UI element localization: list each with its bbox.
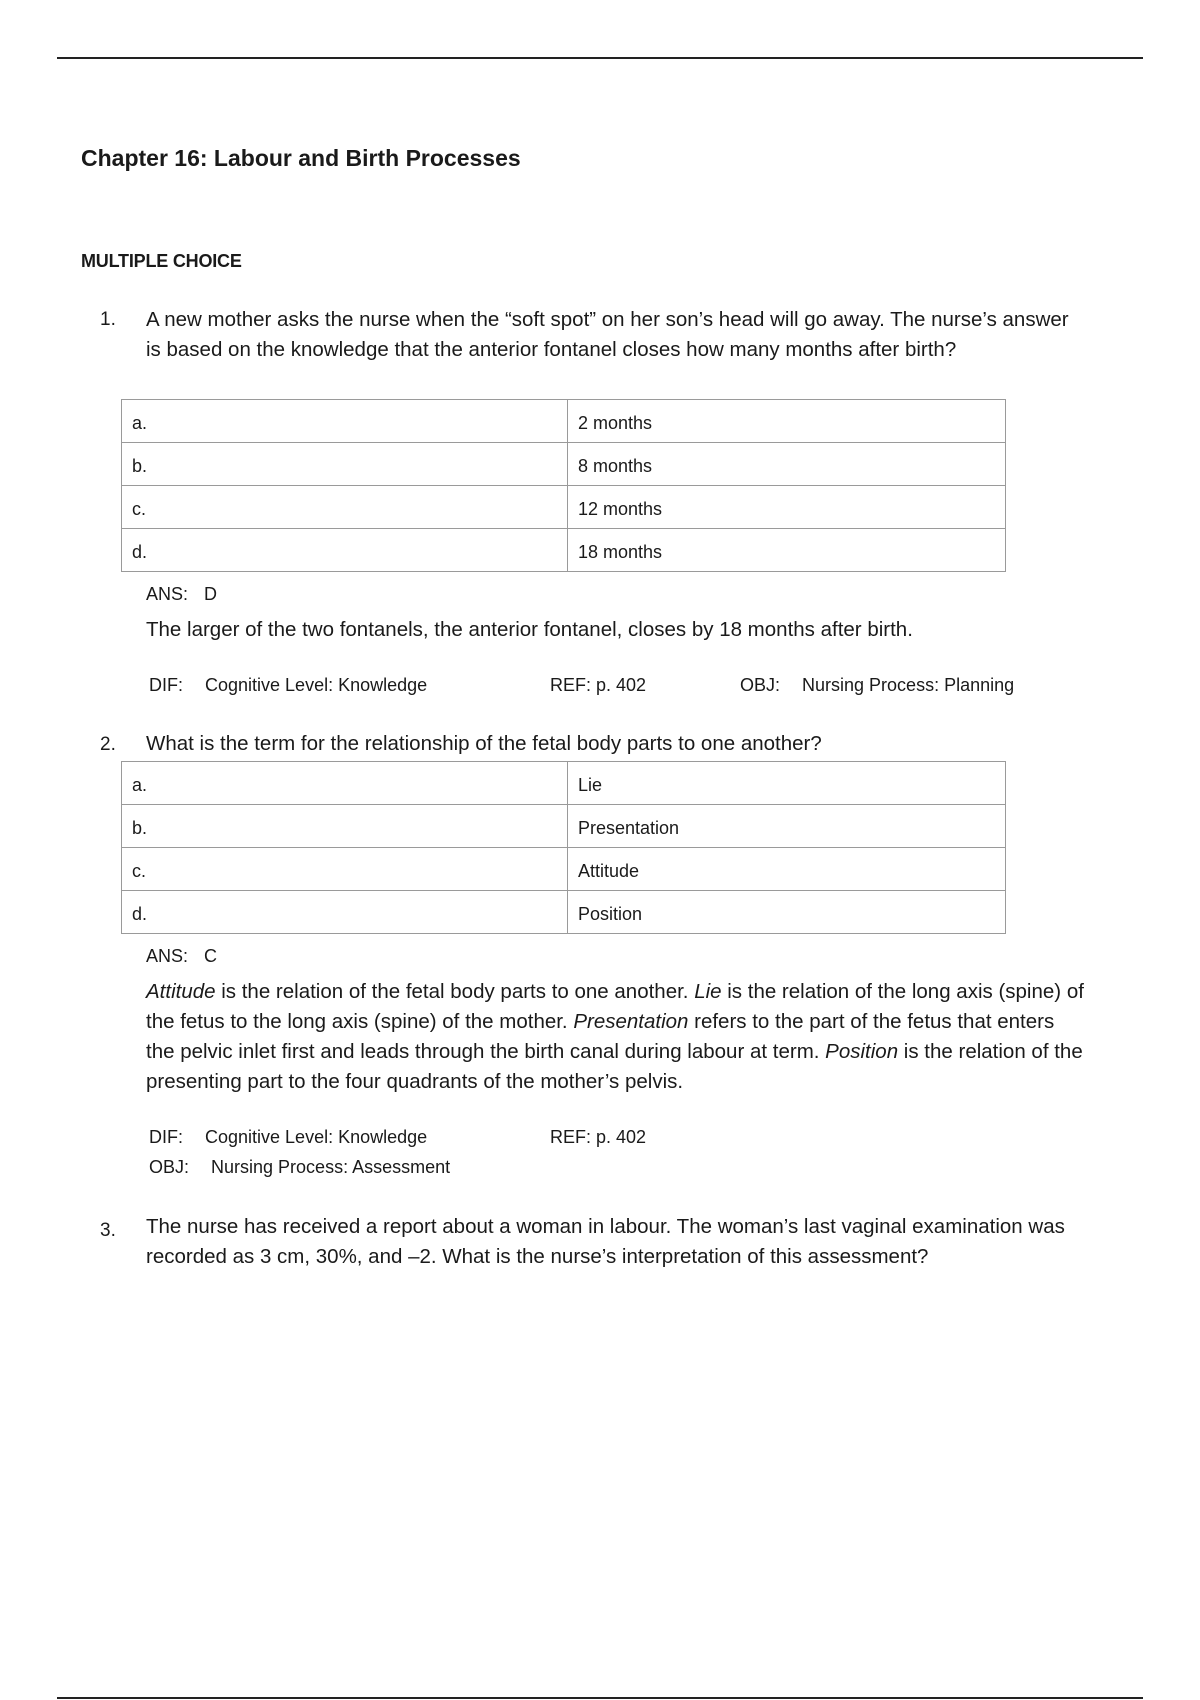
- obj-meta: [149, 1157, 450, 1178]
- ref-meta: REF: p. 402: [550, 1127, 647, 1147]
- question-stem: The nurse has received a report about a woman in labour. The woman’s last vaginal examination was recorded as 3 cm, 30%, and –2. What is the nurse’s interpretation of this assessment?: [146, 1215, 1065, 1268]
- option-letter: d.: [122, 529, 568, 572]
- rationale-text: is the relation of the fetal body parts to one another.: [215, 980, 695, 1003]
- rationale: The larger of the two fontanels, the anterior fontanel, closes by 18 months after birth.: [146, 618, 913, 641]
- option-text: Presentation: [568, 805, 1006, 848]
- obj-label: OBJ:: [740, 675, 781, 695]
- answer-label: ANS:: [146, 584, 189, 604]
- dif-value: Cognitive Level: Knowledge: [205, 1127, 428, 1147]
- question-number: 2.: [100, 734, 116, 755]
- top-rule: [57, 57, 1143, 59]
- option-letter: a.: [122, 400, 568, 443]
- term-attitude: Attitude: [146, 980, 216, 1003]
- option-row[interactable]: [122, 529, 1006, 572]
- dif-value: Cognitive Level: Knowledge: [205, 675, 428, 695]
- obj-value: Nursing Process: Assessment: [211, 1157, 451, 1177]
- dif-label: DIF:: [149, 675, 183, 695]
- chapter-title: Chapter 16: Labour and Birth Processes: [81, 145, 521, 171]
- question-stem: What is the term for the relationship of the fetal body parts to one another?: [146, 732, 822, 755]
- answer-value: D: [204, 584, 218, 604]
- ref-meta: REF: p. 402: [550, 675, 647, 695]
- term-presentation: Presentation: [573, 1010, 689, 1033]
- option-text: Position: [568, 891, 1006, 934]
- options-table: [121, 761, 1006, 934]
- question-number: 1.: [100, 309, 116, 330]
- option-row[interactable]: [122, 848, 1006, 891]
- answer-line: [146, 946, 217, 967]
- bottom-rule: [57, 1697, 1143, 1699]
- rationale-text: is the relation of the long axis (spine) of the fetus to the long axis (spine) of the mother.: [146, 980, 1084, 1033]
- term-lie: Lie: [694, 980, 722, 1003]
- option-row[interactable]: [122, 400, 1006, 443]
- dif-meta: [149, 1127, 427, 1148]
- rationale-text: refers to the part of the fetus that enters the pelvic inlet first and leads through the birth canal during labour at term.: [146, 1010, 1055, 1063]
- obj-value: Nursing Process: Planning: [802, 675, 1015, 695]
- option-text: Lie: [568, 762, 1006, 805]
- term-position: Position: [825, 1040, 899, 1063]
- section-heading: MULTIPLE CHOICE: [81, 251, 242, 271]
- answer-value: C: [204, 946, 218, 966]
- option-text: 12 months: [568, 486, 1006, 529]
- option-text: 8 months: [568, 443, 1006, 486]
- options-table: [121, 399, 1006, 572]
- option-row[interactable]: [122, 805, 1006, 848]
- option-row[interactable]: [122, 486, 1006, 529]
- option-row[interactable]: [122, 762, 1006, 805]
- option-text: 18 months: [568, 529, 1006, 572]
- question-stem: A new mother asks the nurse when the “soft spot” on her son’s head will go away. The nurse’s answer is based on the knowledge that the anterior fontanel closes how many months after birth?: [146, 308, 1069, 361]
- answer-line: [146, 584, 217, 605]
- option-letter: c.: [122, 848, 568, 891]
- option-text: 2 months: [568, 400, 1006, 443]
- obj-label: OBJ:: [149, 1157, 190, 1177]
- rationale-text: is the relation of the presenting part to the four quadrants of the mother’s pelvis.: [146, 1040, 1083, 1093]
- option-letter: c.: [122, 486, 568, 529]
- option-row[interactable]: [122, 891, 1006, 934]
- option-letter: b.: [122, 805, 568, 848]
- rationale: [146, 977, 1086, 1097]
- question-number: 3.: [100, 1220, 116, 1241]
- option-letter: a.: [122, 762, 568, 805]
- option-text: Attitude: [568, 848, 1006, 891]
- option-letter: d.: [122, 891, 568, 934]
- dif-label: DIF:: [149, 1127, 183, 1147]
- option-letter: b.: [122, 443, 568, 486]
- answer-label: ANS:: [146, 946, 189, 966]
- obj-meta: [740, 675, 1014, 696]
- option-row[interactable]: [122, 443, 1006, 486]
- dif-meta: [149, 675, 427, 696]
